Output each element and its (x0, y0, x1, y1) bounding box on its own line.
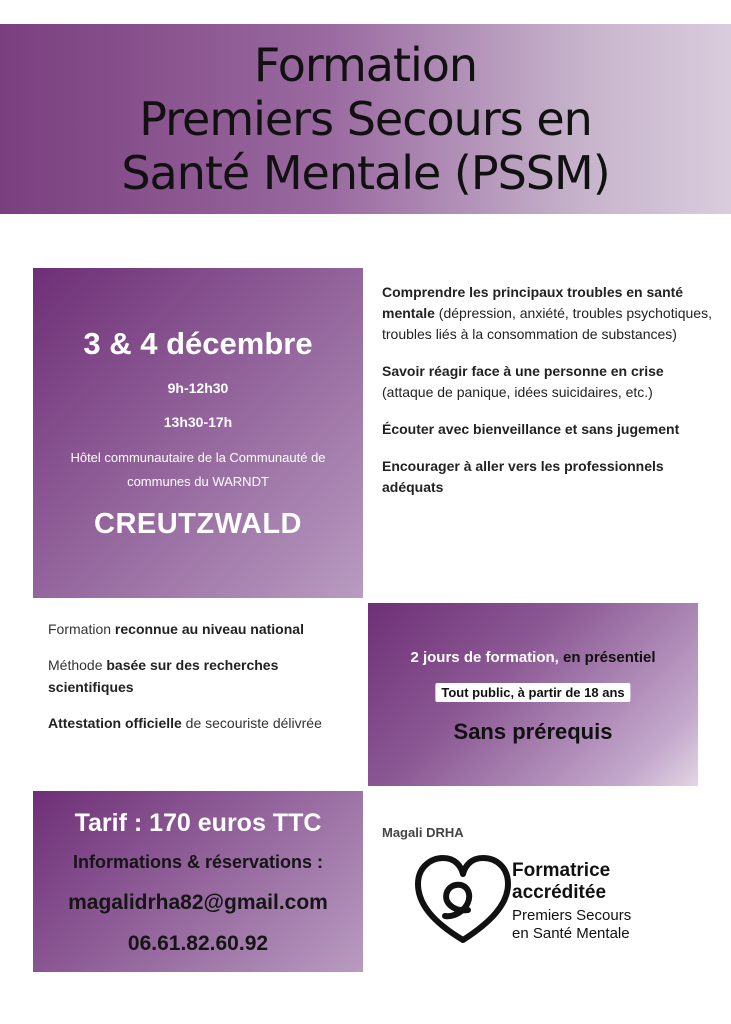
features-list (48, 618, 358, 748)
feature-bold: reconnue au niveau national (114, 621, 304, 637)
feature-item (48, 654, 358, 698)
contact-email[interactable]: magalidrha82@gmail.com (68, 891, 328, 914)
objective-item (382, 419, 712, 440)
title-line-2: Premiers Secours en (139, 92, 592, 146)
pricing-box (33, 791, 363, 972)
badge-title-1: Formatrice (512, 860, 611, 881)
session-city: CREUTZWALD (94, 508, 302, 540)
objective-item (382, 361, 712, 403)
feature-text: de secouriste délivrée (181, 715, 322, 731)
objective-item (382, 456, 712, 498)
objective-bold: Comprendre les principaux troubles en santé mentale (382, 284, 684, 321)
prerequisites: Sans prérequis (453, 719, 613, 744)
objective-item (382, 282, 712, 345)
title-line-3: Santé Mentale (PSSM) (121, 146, 610, 200)
objective-text: (dépression, anxiété, troubles psychotiques, troubles liés à la consommation de substances) (382, 305, 712, 342)
feature-bold: Attestation officielle (48, 715, 182, 731)
feature-item (48, 712, 358, 734)
badge-title-2: accréditée (512, 882, 607, 903)
session-box (33, 268, 363, 598)
format-days: 2 jours de formation, (410, 649, 559, 666)
objectives-list (382, 282, 712, 514)
contact-phone[interactable]: 06.61.82.60.92 (127, 932, 269, 955)
audience-badge: Tout public, à partir de 18 ans (435, 683, 630, 702)
format-box (368, 603, 698, 786)
objective-bold: Encourager à aller vers les professionnels adéquats (382, 458, 664, 495)
feature-bold: basée sur des recherches scientifiques (48, 657, 279, 695)
objective-bold: Écouter avec bienveillance et sans jugement (382, 421, 680, 437)
format-mode: en présentiel (558, 649, 656, 666)
price: Tarif : 170 euros TTC (74, 809, 322, 837)
session-time-afternoon: 13h30-17h (163, 414, 233, 430)
feature-item (48, 618, 358, 640)
session-venue: Hôtel communautaire de la Communauté de communes du WARNDT (70, 450, 326, 489)
heart-loop-logo-icon (413, 852, 513, 947)
session-dates: 3 & 4 décembre (83, 326, 313, 361)
session-time-morning: 9h-12h30 (167, 380, 229, 396)
objective-bold: Savoir réagir face à une personne en crise (382, 363, 664, 379)
trainer-name: Magali DRHA (382, 825, 464, 840)
format-duration (368, 649, 698, 666)
objective-text: (attaque de panique, idées suicidaires, etc.) (382, 384, 653, 400)
header-banner (0, 24, 731, 214)
feature-text: Méthode (48, 657, 107, 673)
title-line-1: Formation (253, 38, 478, 92)
badge-subtitle-2: en Santé Mentale (512, 925, 630, 942)
feature-text: Formation (48, 621, 115, 637)
info-label: Informations & réservations : (72, 852, 324, 872)
badge-subtitle-1: Premiers Secours (512, 907, 632, 924)
